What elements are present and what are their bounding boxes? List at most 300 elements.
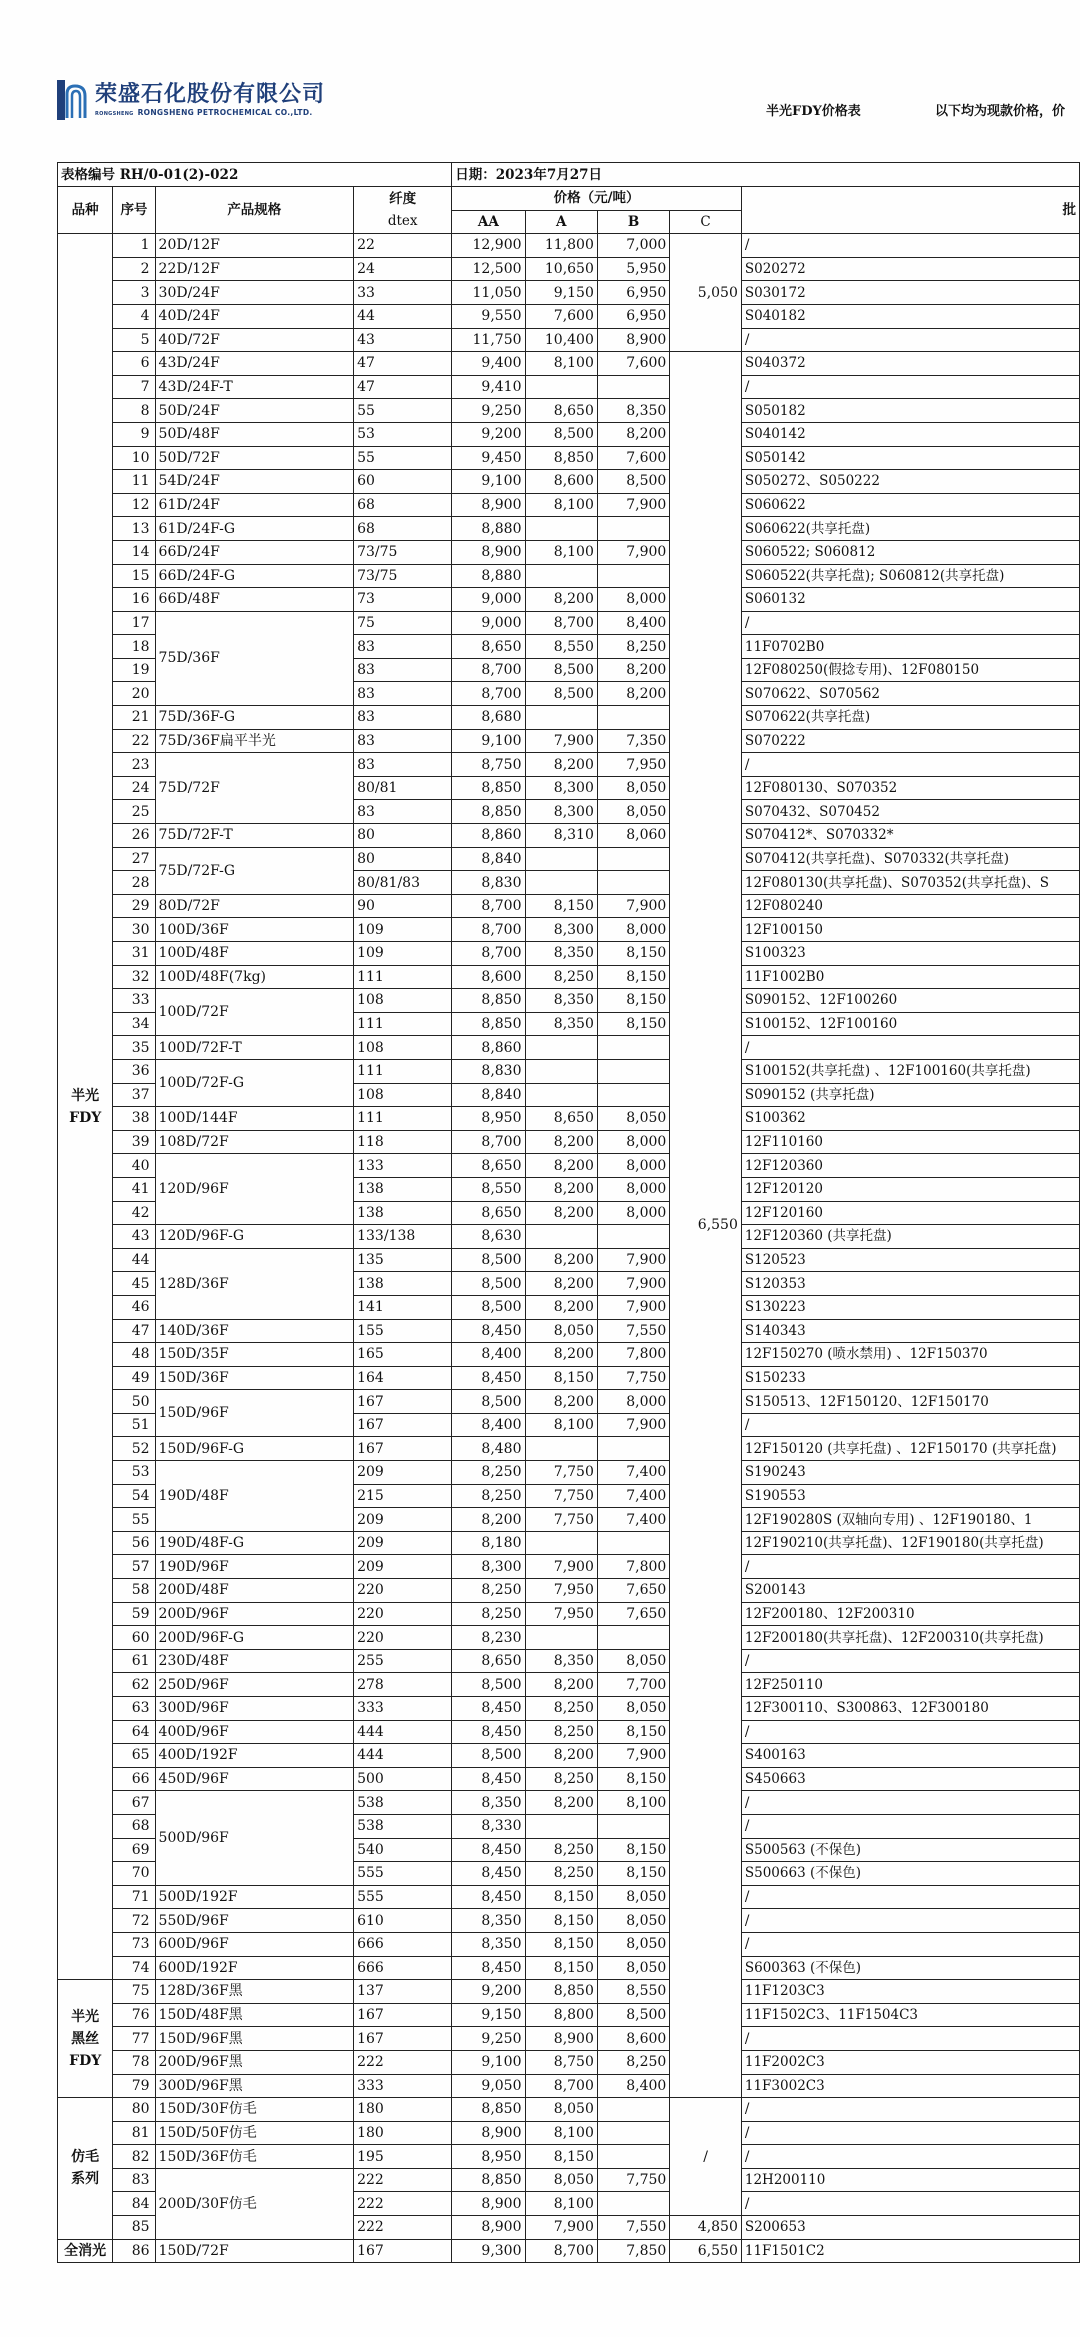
price-aa-cell: 8,330	[452, 1814, 525, 1838]
company-name-en: RONGSHENG PETROCHEMICAL CO.,LTD.	[137, 108, 313, 117]
table-row	[58, 2050, 1080, 2074]
table-row	[58, 2239, 1080, 2263]
price-aa-cell: 9,000	[452, 611, 525, 635]
price-table	[57, 162, 1080, 2263]
dtex-cell: 209	[354, 1531, 452, 1555]
spec-cell: 500D/96F	[155, 1791, 354, 1885]
price-aa-cell: 8,350	[452, 1909, 525, 1933]
dtex-cell: 167	[354, 1390, 452, 1414]
price-a-cell: 8,250	[525, 1767, 597, 1791]
price-a-cell: 8,300	[525, 776, 597, 800]
price-b-cell: 6,950	[597, 281, 669, 305]
spec-cell: 120D/96F	[155, 1154, 354, 1225]
table-row	[58, 894, 1080, 918]
price-aa-cell: 8,650	[452, 1201, 525, 1225]
sheet-date: 日期：2023年7月27日	[452, 163, 1080, 187]
price-a-cell: 8,250	[525, 1838, 597, 1862]
seq-cell: 66	[113, 1767, 155, 1791]
dtex-cell: 55	[354, 399, 452, 423]
batch-cell: 12H200110	[741, 2168, 1079, 2192]
spec-cell: 50D/48F	[155, 422, 354, 446]
batch-cell: /	[741, 1885, 1079, 1909]
dtex-cell: 111	[354, 965, 452, 989]
price-aa-cell: 8,450	[452, 1697, 525, 1721]
price-a-cell: 8,350	[525, 1012, 597, 1036]
price-b-cell: 8,400	[597, 2074, 669, 2098]
seq-cell: 79	[113, 2074, 155, 2098]
spec-cell: 66D/48F	[155, 588, 354, 612]
meta-row	[58, 163, 1080, 187]
price-a-cell: 8,150	[525, 1885, 597, 1909]
spec-cell: 54D/24F	[155, 470, 354, 494]
price-b-cell: 7,350	[597, 729, 669, 753]
price-aa-cell: 8,450	[452, 1767, 525, 1791]
batch-cell: S020272	[741, 257, 1079, 281]
dtex-cell: 80/81/83	[354, 871, 452, 895]
price-c-cell: 5,050	[670, 234, 742, 352]
price-aa-cell: 8,400	[452, 1343, 525, 1367]
batch-cell: S070432、S070452	[741, 800, 1079, 824]
dtex-cell: 610	[354, 1909, 452, 1933]
seq-cell: 12	[113, 493, 155, 517]
dtex-cell: 43	[354, 328, 452, 352]
dtex-cell: 111	[354, 1107, 452, 1131]
seq-cell: 64	[113, 1720, 155, 1744]
dtex-cell: 180	[354, 2098, 452, 2122]
seq-cell: 42	[113, 1201, 155, 1225]
price-aa-cell: 8,180	[452, 1531, 525, 1555]
spec-cell: 108D/72F	[155, 1130, 354, 1154]
price-a-cell: 8,200	[525, 1248, 597, 1272]
batch-cell: S100152(共享托盘) 、12F100160(共享托盘)	[741, 1059, 1079, 1083]
batch-cell: 12F110160	[741, 1130, 1079, 1154]
spec-cell: 30D/24F	[155, 281, 354, 305]
price-aa-cell: 8,500	[452, 1295, 525, 1319]
price-c-cell: 6,550	[670, 352, 742, 2098]
batch-cell: S040372	[741, 352, 1079, 376]
seq-cell: 57	[113, 1555, 155, 1579]
dtex-cell: 215	[354, 1484, 452, 1508]
price-a-cell: 8,600	[525, 470, 597, 494]
dtex-cell: 220	[354, 1602, 452, 1626]
table-row	[58, 611, 1080, 635]
batch-cell: /	[741, 1036, 1079, 1060]
col-b: B	[597, 210, 669, 234]
spec-cell: 200D/96F-G	[155, 1626, 354, 1650]
batch-cell: 11F1501C2	[741, 2239, 1079, 2263]
price-b-cell: 8,250	[597, 635, 669, 659]
seq-cell: 62	[113, 1673, 155, 1697]
seq-cell: 74	[113, 1956, 155, 1980]
price-b-cell: 7,700	[597, 1673, 669, 1697]
dtex-cell: 165	[354, 1343, 452, 1367]
batch-cell: S600363 (不保色)	[741, 1956, 1079, 1980]
price-a-cell	[525, 564, 597, 588]
seq-cell: 32	[113, 965, 155, 989]
table-row	[58, 1036, 1080, 1060]
price-b-cell: 8,000	[597, 588, 669, 612]
spec-cell: 80D/72F	[155, 894, 354, 918]
batch-cell: 12F080130(共享托盘)、S070352(共享托盘)、S	[741, 871, 1079, 895]
spec-cell: 61D/24F-G	[155, 517, 354, 541]
table-row	[58, 2145, 1080, 2169]
seq-cell: 22	[113, 729, 155, 753]
batch-cell: 11F2002C3	[741, 2050, 1079, 2074]
spec-cell: 150D/36F仿毛	[155, 2145, 354, 2169]
spec-cell: 100D/48F(7kg)	[155, 965, 354, 989]
table-row	[58, 1602, 1080, 1626]
table-row	[58, 1319, 1080, 1343]
price-a-cell: 8,100	[525, 493, 597, 517]
dtex-cell: 47	[354, 352, 452, 376]
dtex-cell: 135	[354, 1248, 452, 1272]
price-a-cell: 8,150	[525, 1366, 597, 1390]
form-number: 表格编号 RH/0-01(2)-022	[58, 163, 452, 187]
price-a-cell: 8,250	[525, 1862, 597, 1886]
price-b-cell: 8,050	[597, 1932, 669, 1956]
batch-cell: 12F200180、12F200310	[741, 1602, 1079, 1626]
seq-cell: 20	[113, 682, 155, 706]
dtex-cell: 109	[354, 918, 452, 942]
spec-cell: 100D/36F	[155, 918, 354, 942]
dtex-cell: 68	[354, 493, 452, 517]
dtex-cell: 109	[354, 942, 452, 966]
batch-cell: /	[741, 2121, 1079, 2145]
price-aa-cell: 9,000	[452, 588, 525, 612]
price-b-cell: 7,800	[597, 1343, 669, 1367]
col-dtex-line1: 纤度	[389, 191, 417, 208]
price-aa-cell: 8,600	[452, 965, 525, 989]
seq-cell: 73	[113, 1932, 155, 1956]
batch-cell: S050272、S050222	[741, 470, 1079, 494]
price-b-cell	[597, 1437, 669, 1461]
table-row	[58, 1107, 1080, 1131]
batch-cell: S400163	[741, 1744, 1079, 1768]
document-header	[0, 0, 1080, 140]
price-aa-cell: 8,630	[452, 1225, 525, 1249]
price-aa-cell: 8,250	[452, 1579, 525, 1603]
price-a-cell: 8,200	[525, 1130, 597, 1154]
spec-cell: 43D/24F	[155, 352, 354, 376]
spec-cell: 230D/48F	[155, 1649, 354, 1673]
dtex-cell: 53	[354, 422, 452, 446]
table-row	[58, 918, 1080, 942]
seq-cell: 58	[113, 1579, 155, 1603]
price-aa-cell: 9,200	[452, 1980, 525, 2004]
table-row	[58, 2074, 1080, 2098]
price-b-cell: 8,050	[597, 800, 669, 824]
price-aa-cell: 8,650	[452, 1649, 525, 1673]
price-aa-cell: 8,700	[452, 658, 525, 682]
spec-cell: 66D/24F-G	[155, 564, 354, 588]
table-row	[58, 1626, 1080, 1650]
seq-cell: 29	[113, 894, 155, 918]
price-aa-cell: 8,500	[452, 1673, 525, 1697]
batch-cell: S450663	[741, 1767, 1079, 1791]
table-row	[58, 1579, 1080, 1603]
seq-cell: 55	[113, 1508, 155, 1532]
price-b-cell: 7,900	[597, 493, 669, 517]
price-a-cell: 8,150	[525, 1909, 597, 1933]
price-a-cell	[525, 1626, 597, 1650]
price-b-cell: 7,750	[597, 2168, 669, 2192]
seq-cell: 72	[113, 1909, 155, 1933]
spec-cell: 600D/192F	[155, 1956, 354, 1980]
seq-cell: 35	[113, 1036, 155, 1060]
batch-cell: S200143	[741, 1579, 1079, 1603]
table-row	[58, 706, 1080, 730]
category-cell: 半光 黑丝 FDY	[58, 1980, 113, 2098]
price-b-cell: 7,600	[597, 352, 669, 376]
price-aa-cell: 11,750	[452, 328, 525, 352]
price-a-cell: 8,150	[525, 1932, 597, 1956]
batch-cell: /	[741, 1814, 1079, 1838]
price-a-cell: 8,750	[525, 2050, 597, 2074]
spec-cell: 250D/96F	[155, 1673, 354, 1697]
price-b-cell: 8,000	[597, 1130, 669, 1154]
price-b-cell	[597, 1036, 669, 1060]
price-a-cell: 8,200	[525, 1673, 597, 1697]
price-a-cell: 8,050	[525, 2098, 597, 2122]
price-b-cell: 7,800	[597, 1555, 669, 1579]
price-a-cell: 7,600	[525, 304, 597, 328]
table-row	[58, 540, 1080, 564]
spec-cell: 100D/144F	[155, 1107, 354, 1131]
seq-cell: 6	[113, 352, 155, 376]
table-row	[58, 1697, 1080, 1721]
price-b-cell	[597, 1059, 669, 1083]
price-b-cell: 8,900	[597, 328, 669, 352]
spec-cell: 200D/96F	[155, 1602, 354, 1626]
price-a-cell: 8,200	[525, 1154, 597, 1178]
table-row	[58, 1555, 1080, 1579]
seq-cell: 82	[113, 2145, 155, 2169]
batch-cell: /	[741, 234, 1079, 258]
price-aa-cell: 8,250	[452, 1461, 525, 1485]
seq-cell: 43	[113, 1225, 155, 1249]
seq-cell: 41	[113, 1177, 155, 1201]
seq-cell: 45	[113, 1272, 155, 1296]
batch-cell: S040182	[741, 304, 1079, 328]
spec-cell: 100D/72F-G	[155, 1059, 354, 1106]
price-aa-cell: 8,250	[452, 1484, 525, 1508]
price-b-cell: 8,350	[597, 399, 669, 423]
price-a-cell: 8,700	[525, 2074, 597, 2098]
batch-cell: S090152、12F100260	[741, 989, 1079, 1013]
batch-cell: 12F190210(共享托盘)、12F190180(共享托盘)	[741, 1531, 1079, 1555]
batch-cell: 11F1002B0	[741, 965, 1079, 989]
price-b-cell: 8,050	[597, 1885, 669, 1909]
table-row	[58, 753, 1080, 777]
seq-cell: 86	[113, 2239, 155, 2263]
table-row	[58, 2003, 1080, 2027]
table-row	[58, 1649, 1080, 1673]
price-b-cell: 8,050	[597, 1909, 669, 1933]
table-row	[58, 1154, 1080, 1178]
price-b-cell: 7,900	[597, 1295, 669, 1319]
batch-cell: S150513、12F150120、12F150170	[741, 1390, 1079, 1414]
batch-cell: S060622	[741, 493, 1079, 517]
table-row	[58, 257, 1080, 281]
batch-cell: S100152、12F100160	[741, 1012, 1079, 1036]
batch-cell: /	[741, 1555, 1079, 1579]
table-row	[58, 1791, 1080, 1815]
batch-cell: 12F120360 (共享托盘)	[741, 1225, 1079, 1249]
seq-cell: 39	[113, 1130, 155, 1154]
batch-cell: 12F080250(假捻专用)、12F080150	[741, 658, 1079, 682]
batch-cell: 11F3002C3	[741, 2074, 1079, 2098]
seq-cell: 80	[113, 2098, 155, 2122]
price-b-cell: 7,900	[597, 540, 669, 564]
price-a-cell: 10,400	[525, 328, 597, 352]
price-a-cell: 8,250	[525, 1720, 597, 1744]
price-a-cell: 8,050	[525, 1319, 597, 1343]
price-a-cell: 7,900	[525, 729, 597, 753]
price-aa-cell: 8,350	[452, 1791, 525, 1815]
price-aa-cell: 9,250	[452, 399, 525, 423]
price-aa-cell: 8,850	[452, 2098, 525, 2122]
dtex-cell: 80	[354, 824, 452, 848]
seq-cell: 50	[113, 1390, 155, 1414]
table-row	[58, 588, 1080, 612]
price-a-cell	[525, 706, 597, 730]
batch-cell: 12F190280S (双轴向专用) 、12F190180、1	[741, 1508, 1079, 1532]
price-a-cell: 8,550	[525, 635, 597, 659]
spec-cell: 120D/96F-G	[155, 1225, 354, 1249]
dtex-cell: 222	[354, 2050, 452, 2074]
table-row	[58, 1248, 1080, 1272]
dtex-cell: 47	[354, 375, 452, 399]
price-b-cell	[597, 871, 669, 895]
dtex-cell: 540	[354, 1838, 452, 1862]
dtex-cell: 83	[354, 800, 452, 824]
dtex-cell: 83	[354, 753, 452, 777]
price-a-cell: 11,800	[525, 234, 597, 258]
batch-cell: S090152 (共享托盘)	[741, 1083, 1079, 1107]
table-row	[58, 2098, 1080, 2122]
spec-cell: 75D/36F-G	[155, 706, 354, 730]
spec-cell: 150D/72F	[155, 2239, 354, 2263]
dtex-cell: 333	[354, 1697, 452, 1721]
seq-cell: 36	[113, 1059, 155, 1083]
table-row	[58, 989, 1080, 1013]
table-row	[58, 517, 1080, 541]
dtex-cell: 167	[354, 2003, 452, 2027]
price-aa-cell: 8,500	[452, 1744, 525, 1768]
price-aa-cell: 8,900	[452, 493, 525, 517]
dtex-cell: 666	[354, 1956, 452, 1980]
price-aa-cell: 9,450	[452, 446, 525, 470]
col-price-group: 价格（元/吨）	[452, 187, 742, 211]
dtex-cell: 209	[354, 1508, 452, 1532]
dtex-cell: 195	[354, 2145, 452, 2169]
price-b-cell	[597, 375, 669, 399]
price-a-cell: 8,150	[525, 1956, 597, 1980]
price-a-cell: 7,750	[525, 1508, 597, 1532]
price-a-cell: 8,150	[525, 894, 597, 918]
dtex-cell: 111	[354, 1012, 452, 1036]
dtex-cell: 222	[354, 2192, 452, 2216]
seq-cell: 2	[113, 257, 155, 281]
price-b-cell: 8,150	[597, 1720, 669, 1744]
batch-cell: 12F150120 (共享托盘) 、12F150170 (共享托盘)	[741, 1437, 1079, 1461]
dtex-cell: 68	[354, 517, 452, 541]
dtex-cell: 111	[354, 1059, 452, 1083]
price-aa-cell: 8,850	[452, 800, 525, 824]
batch-cell: S070622、S070562	[741, 682, 1079, 706]
spec-cell: 550D/96F	[155, 1909, 354, 1933]
table-row	[58, 375, 1080, 399]
batch-cell: 12F100150	[741, 918, 1079, 942]
price-a-cell: 9,150	[525, 281, 597, 305]
price-c-cell: 4,850	[670, 2216, 742, 2240]
batch-cell: S500663 (不保色)	[741, 1862, 1079, 1886]
dtex-cell: 83	[354, 729, 452, 753]
price-aa-cell: 8,900	[452, 540, 525, 564]
price-a-cell: 8,850	[525, 1980, 597, 2004]
price-a-cell	[525, 1437, 597, 1461]
seq-cell: 76	[113, 2003, 155, 2027]
spec-cell: 100D/72F-T	[155, 1036, 354, 1060]
spec-cell: 400D/192F	[155, 1744, 354, 1768]
table-row	[58, 1059, 1080, 1083]
spec-cell: 128D/36F黑	[155, 1980, 354, 2004]
price-aa-cell: 12,500	[452, 257, 525, 281]
seq-cell: 51	[113, 1413, 155, 1437]
price-a-cell: 7,900	[525, 2216, 597, 2240]
batch-cell: 11F1502C3、11F1504C3	[741, 2003, 1079, 2027]
batch-cell: /	[741, 611, 1079, 635]
seq-cell: 65	[113, 1744, 155, 1768]
price-aa-cell: 8,500	[452, 1390, 525, 1414]
price-b-cell: 8,250	[597, 2050, 669, 2074]
seq-cell: 28	[113, 871, 155, 895]
dtex-cell: 24	[354, 257, 452, 281]
price-aa-cell: 8,450	[452, 1862, 525, 1886]
table-row	[58, 493, 1080, 517]
price-b-cell: 7,600	[597, 446, 669, 470]
seq-cell: 70	[113, 1862, 155, 1886]
price-aa-cell: 8,700	[452, 918, 525, 942]
batch-cell: /	[741, 1720, 1079, 1744]
seq-cell: 19	[113, 658, 155, 682]
price-a-cell: 8,200	[525, 1791, 597, 1815]
logo-icon	[57, 80, 89, 120]
batch-cell: S140343	[741, 1319, 1079, 1343]
seq-cell: 4	[113, 304, 155, 328]
price-a-cell: 8,350	[525, 989, 597, 1013]
seq-cell: 34	[113, 1012, 155, 1036]
price-aa-cell: 9,300	[452, 2239, 525, 2263]
table-row	[58, 1980, 1080, 2004]
price-notice: 以下均为现款价格，价	[935, 104, 1066, 119]
seq-cell: 21	[113, 706, 155, 730]
price-b-cell: 7,650	[597, 1579, 669, 1603]
seq-cell: 71	[113, 1885, 155, 1909]
price-aa-cell: 8,500	[452, 1248, 525, 1272]
spec-cell: 100D/72F	[155, 989, 354, 1036]
price-a-cell: 8,350	[525, 1649, 597, 1673]
dtex-cell: 141	[354, 1295, 452, 1319]
seq-cell: 81	[113, 2121, 155, 2145]
spec-cell: 190D/96F	[155, 1555, 354, 1579]
price-b-cell: 8,050	[597, 1107, 669, 1131]
spec-cell: 150D/36F	[155, 1366, 354, 1390]
seq-cell: 26	[113, 824, 155, 848]
batch-cell: S030172	[741, 281, 1079, 305]
spec-cell: 150D/50F仿毛	[155, 2121, 354, 2145]
price-a-cell: 8,200	[525, 1343, 597, 1367]
